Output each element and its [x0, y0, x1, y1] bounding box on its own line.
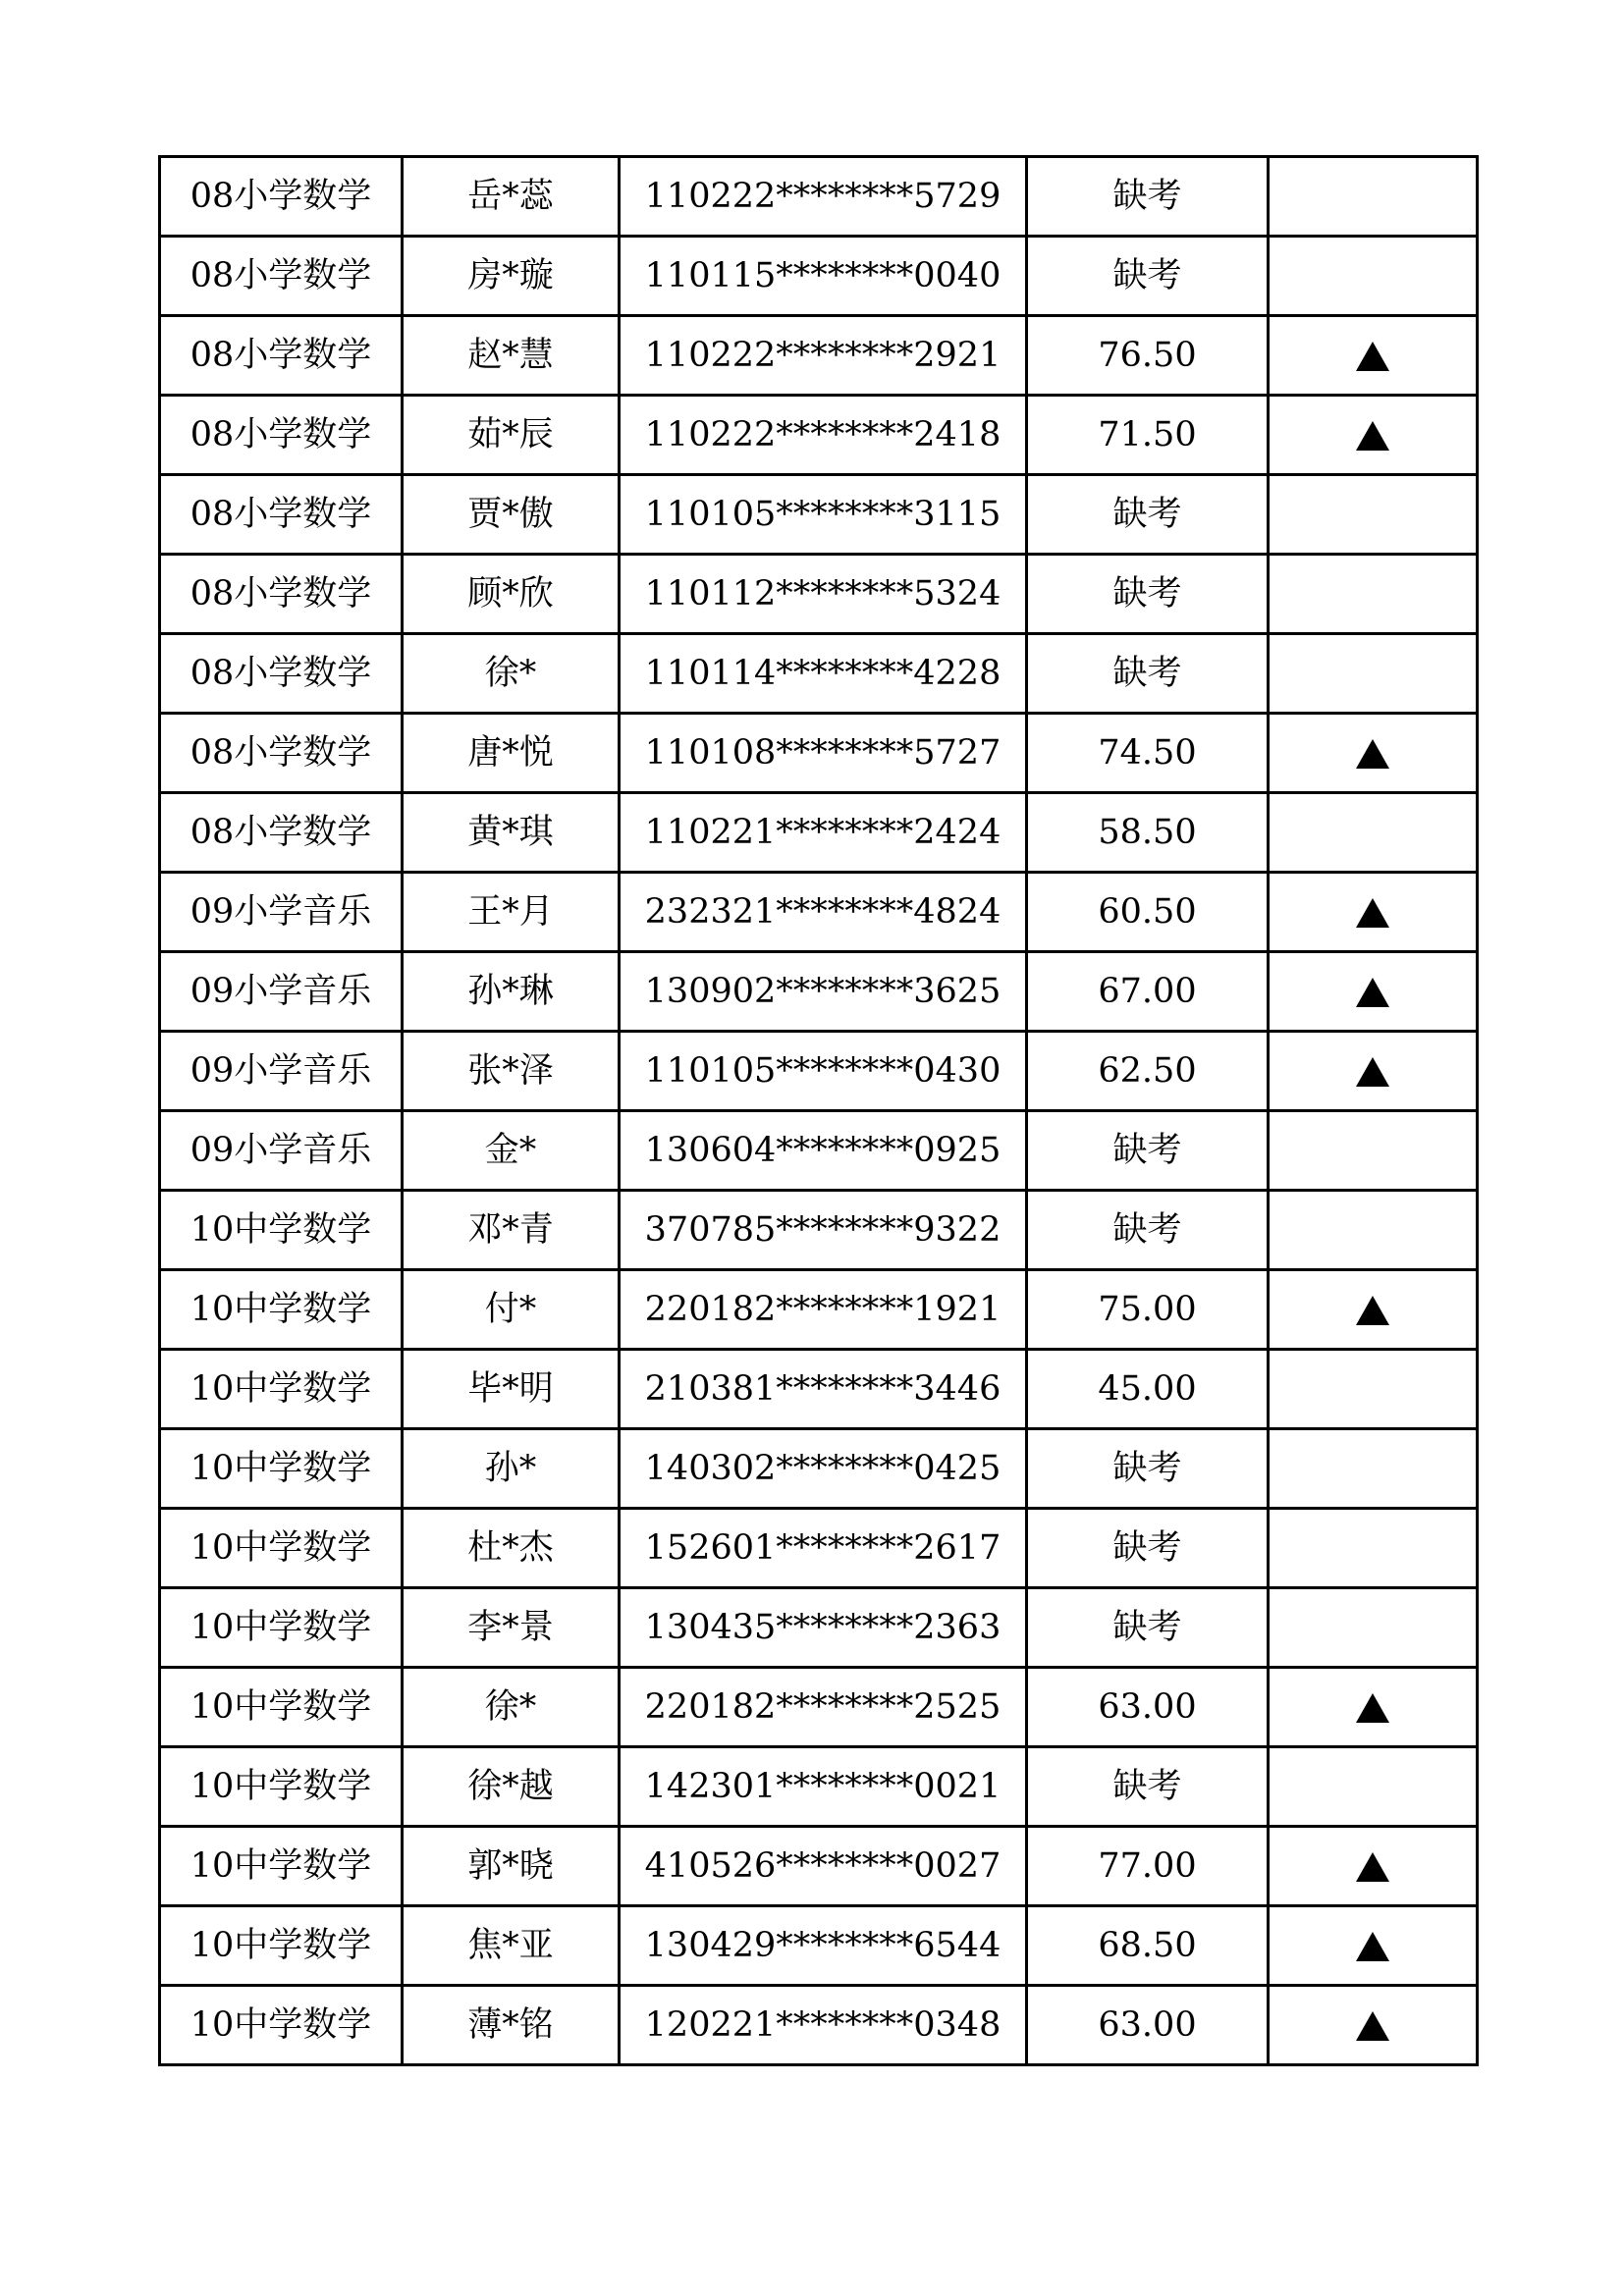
id-number-cell: 110108********5727	[620, 714, 1027, 793]
mark-cell	[1269, 157, 1478, 237]
mark-cell	[1269, 237, 1478, 316]
id-number-cell: 210381********3446	[620, 1350, 1027, 1429]
score-cell: 67.00	[1027, 952, 1269, 1032]
table-row	[160, 1747, 1478, 1827]
mark-cell	[1269, 793, 1478, 873]
id-number-cell: 130435********2363	[620, 1588, 1027, 1668]
table-row	[160, 1588, 1478, 1668]
id-number-cell: 152601********2617	[620, 1509, 1027, 1588]
name-cell: 徐*	[403, 1668, 620, 1747]
mark-cell	[1269, 714, 1478, 793]
subject-cell: 08小学数学	[160, 316, 403, 396]
table-row	[160, 396, 1478, 475]
score-table	[158, 155, 1479, 2066]
score-cell: 75.00	[1027, 1270, 1269, 1350]
subject-cell: 08小学数学	[160, 475, 403, 555]
subject-cell: 10中学数学	[160, 1747, 403, 1827]
name-cell: 黄*琪	[403, 793, 620, 873]
name-cell: 薄*铭	[403, 1986, 620, 2065]
black-up-triangle-icon	[1356, 1932, 1389, 1961]
black-up-triangle-icon	[1356, 421, 1389, 451]
id-number-cell: 110222********5729	[620, 157, 1027, 237]
subject-cell: 09小学音乐	[160, 1111, 403, 1191]
table-row	[160, 873, 1478, 952]
mark-cell	[1269, 396, 1478, 475]
score-cell: 缺考	[1027, 555, 1269, 634]
id-number-cell: 142301********0021	[620, 1747, 1027, 1827]
name-cell: 茹*辰	[403, 396, 620, 475]
score-cell: 缺考	[1027, 1111, 1269, 1191]
mark-cell	[1269, 952, 1478, 1032]
name-cell: 顾*欣	[403, 555, 620, 634]
subject-cell: 08小学数学	[160, 793, 403, 873]
table-row	[160, 793, 1478, 873]
id-number-cell: 220182********1921	[620, 1270, 1027, 1350]
score-cell: 74.50	[1027, 714, 1269, 793]
table-row	[160, 1668, 1478, 1747]
subject-cell: 10中学数学	[160, 1350, 403, 1429]
mark-cell	[1269, 1588, 1478, 1668]
name-cell: 李*景	[403, 1588, 620, 1668]
score-cell: 77.00	[1027, 1827, 1269, 1906]
mark-cell	[1269, 475, 1478, 555]
id-number-cell: 110222********2418	[620, 396, 1027, 475]
score-cell: 63.00	[1027, 1986, 1269, 2065]
subject-cell: 09小学音乐	[160, 1032, 403, 1111]
subject-cell: 10中学数学	[160, 1668, 403, 1747]
black-up-triangle-icon	[1356, 342, 1389, 371]
black-up-triangle-icon	[1356, 898, 1389, 928]
score-cell: 58.50	[1027, 793, 1269, 873]
table-row	[160, 1906, 1478, 1986]
name-cell: 毕*明	[403, 1350, 620, 1429]
id-number-cell: 140302********0425	[620, 1429, 1027, 1509]
black-up-triangle-icon	[1356, 978, 1389, 1007]
table-row	[160, 237, 1478, 316]
score-cell: 缺考	[1027, 634, 1269, 714]
id-number-cell: 110112********5324	[620, 555, 1027, 634]
subject-cell: 08小学数学	[160, 157, 403, 237]
mark-cell	[1269, 1191, 1478, 1270]
id-number-cell: 130604********0925	[620, 1111, 1027, 1191]
table-row	[160, 1429, 1478, 1509]
score-cell: 63.00	[1027, 1668, 1269, 1747]
subject-cell: 10中学数学	[160, 1588, 403, 1668]
id-number-cell: 110222********2921	[620, 316, 1027, 396]
name-cell: 孙*	[403, 1429, 620, 1509]
id-number-cell: 220182********2525	[620, 1668, 1027, 1747]
id-number-cell: 110115********0040	[620, 237, 1027, 316]
subject-cell: 08小学数学	[160, 555, 403, 634]
score-cell: 缺考	[1027, 157, 1269, 237]
table-row	[160, 1191, 1478, 1270]
subject-cell: 10中学数学	[160, 1191, 403, 1270]
table-row	[160, 714, 1478, 793]
subject-cell: 10中学数学	[160, 1827, 403, 1906]
mark-cell	[1269, 1827, 1478, 1906]
name-cell: 张*泽	[403, 1032, 620, 1111]
black-up-triangle-icon	[1356, 1296, 1389, 1325]
name-cell: 金*	[403, 1111, 620, 1191]
mark-cell	[1269, 873, 1478, 952]
score-cell: 76.50	[1027, 316, 1269, 396]
table-row	[160, 1509, 1478, 1588]
black-up-triangle-icon	[1356, 1693, 1389, 1723]
mark-cell	[1269, 1032, 1478, 1111]
black-up-triangle-icon	[1356, 1057, 1389, 1087]
subject-cell: 10中学数学	[160, 1270, 403, 1350]
table-row	[160, 1111, 1478, 1191]
black-up-triangle-icon	[1356, 1852, 1389, 1882]
subject-cell: 08小学数学	[160, 396, 403, 475]
name-cell: 邓*青	[403, 1191, 620, 1270]
subject-cell: 10中学数学	[160, 1509, 403, 1588]
score-cell: 缺考	[1027, 1509, 1269, 1588]
table-row	[160, 1350, 1478, 1429]
name-cell: 郭*晓	[403, 1827, 620, 1906]
mark-cell	[1269, 1111, 1478, 1191]
black-up-triangle-icon	[1356, 739, 1389, 769]
black-up-triangle-icon	[1356, 2011, 1389, 2041]
subject-cell: 08小学数学	[160, 237, 403, 316]
id-number-cell: 110105********3115	[620, 475, 1027, 555]
mark-cell	[1269, 1747, 1478, 1827]
name-cell: 孙*琳	[403, 952, 620, 1032]
subject-cell: 09小学音乐	[160, 952, 403, 1032]
subject-cell: 09小学音乐	[160, 873, 403, 952]
name-cell: 王*月	[403, 873, 620, 952]
score-cell: 71.50	[1027, 396, 1269, 475]
table-row	[160, 555, 1478, 634]
name-cell: 焦*亚	[403, 1906, 620, 1986]
id-number-cell: 130429********6544	[620, 1906, 1027, 1986]
table-row	[160, 1827, 1478, 1906]
name-cell: 付*	[403, 1270, 620, 1350]
id-number-cell: 130902********3625	[620, 952, 1027, 1032]
mark-cell	[1269, 1906, 1478, 1986]
id-number-cell: 410526********0027	[620, 1827, 1027, 1906]
table-row	[160, 634, 1478, 714]
mark-cell	[1269, 1986, 1478, 2065]
mark-cell	[1269, 555, 1478, 634]
score-cell: 68.50	[1027, 1906, 1269, 1986]
score-cell: 缺考	[1027, 1747, 1269, 1827]
id-number-cell: 110221********2424	[620, 793, 1027, 873]
score-cell: 缺考	[1027, 1191, 1269, 1270]
name-cell: 岳*蕊	[403, 157, 620, 237]
name-cell: 唐*悦	[403, 714, 620, 793]
score-cell: 缺考	[1027, 237, 1269, 316]
score-table-body	[160, 157, 1478, 2065]
table-row	[160, 952, 1478, 1032]
mark-cell	[1269, 634, 1478, 714]
mark-cell	[1269, 1270, 1478, 1350]
subject-cell: 10中学数学	[160, 1986, 403, 2065]
subject-cell: 10中学数学	[160, 1429, 403, 1509]
score-cell: 缺考	[1027, 475, 1269, 555]
id-number-cell: 232321********4824	[620, 873, 1027, 952]
table-row	[160, 1270, 1478, 1350]
mark-cell	[1269, 1509, 1478, 1588]
mark-cell	[1269, 1350, 1478, 1429]
table-row	[160, 1032, 1478, 1111]
id-number-cell: 370785********9322	[620, 1191, 1027, 1270]
name-cell: 徐*越	[403, 1747, 620, 1827]
table-row	[160, 316, 1478, 396]
score-cell: 缺考	[1027, 1588, 1269, 1668]
mark-cell	[1269, 1429, 1478, 1509]
score-cell: 缺考	[1027, 1429, 1269, 1509]
table-row	[160, 157, 1478, 237]
name-cell: 贾*傲	[403, 475, 620, 555]
table-row	[160, 1986, 1478, 2065]
score-cell: 60.50	[1027, 873, 1269, 952]
name-cell: 杜*杰	[403, 1509, 620, 1588]
mark-cell	[1269, 1668, 1478, 1747]
mark-cell	[1269, 316, 1478, 396]
score-cell: 45.00	[1027, 1350, 1269, 1429]
id-number-cell: 110105********0430	[620, 1032, 1027, 1111]
score-cell: 62.50	[1027, 1032, 1269, 1111]
name-cell: 赵*慧	[403, 316, 620, 396]
id-number-cell: 120221********0348	[620, 1986, 1027, 2065]
subject-cell: 10中学数学	[160, 1906, 403, 1986]
name-cell: 房*璇	[403, 237, 620, 316]
id-number-cell: 110114********4228	[620, 634, 1027, 714]
subject-cell: 08小学数学	[160, 634, 403, 714]
name-cell: 徐*	[403, 634, 620, 714]
table-row	[160, 475, 1478, 555]
subject-cell: 08小学数学	[160, 714, 403, 793]
